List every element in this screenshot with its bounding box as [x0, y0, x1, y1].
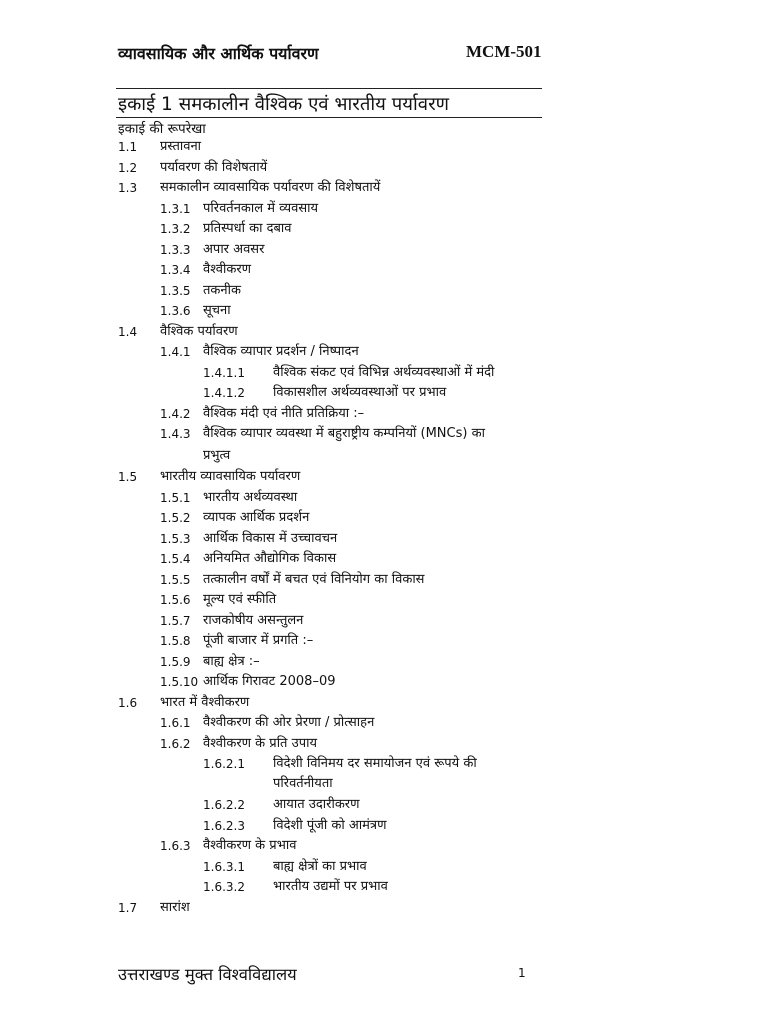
toc-item-text: आयात उदारीकरण	[273, 797, 360, 812]
toc-item-number: 1.5.7	[160, 613, 191, 628]
toc-item-text: विदेशी विनिमय दर समायोजन एवं रूपये की	[273, 756, 477, 771]
toc-item-text: विकासशील अर्थव्यवस्थाओं पर प्रभाव	[273, 385, 447, 400]
toc-item-number: 1.3.6	[160, 304, 191, 318]
toc-item-number: 1.3.1	[160, 201, 191, 216]
toc-item-text: अनियमित औद्योगिक विकास	[203, 551, 337, 566]
toc-item-text: वैश्विक व्यापार व्यवस्था में बहुराष्ट्रीय कम्पनियों (MNCs) का	[203, 426, 485, 441]
toc-item-number: 1.6.3.1	[203, 859, 245, 874]
toc-item-number: 1.6.2	[160, 736, 191, 751]
toc-item-number: 1.4	[118, 324, 138, 339]
toc-item-continuation: परिवर्तनीयता	[273, 775, 333, 791]
toc-item-number: 1.5.10	[160, 675, 199, 689]
toc-item-number: 1.6.2.1	[203, 757, 245, 771]
toc-item-text: सूचना	[203, 303, 231, 318]
toc-item-text: वैश्विक मंदी एवं नीति प्रतिक्रिया :–	[203, 405, 365, 421]
title-rule-bottom	[116, 117, 542, 118]
toc-item-number: 1.7	[118, 900, 138, 915]
toc-item-text: वैश्वीकरण के प्रति उपाय	[203, 735, 318, 751]
toc-item-number: 1.5.5	[160, 572, 191, 587]
toc-item-number: 1.6.2.3	[203, 818, 245, 833]
toc-item-number: 1.1	[118, 140, 138, 154]
toc-item-number: 1.6	[118, 695, 138, 710]
toc-item-text: भारतीय उद्यमों पर प्रभाव	[273, 879, 388, 894]
toc-item-text: वैश्विक व्यापार प्रदर्शन / निष्पादन	[203, 344, 359, 359]
toc-item-number: 1.5	[118, 470, 138, 484]
toc-item-text: अपार अवसर	[203, 241, 265, 257]
toc-item-text: व्यापक आर्थिक प्रदर्शन	[203, 510, 310, 525]
toc-item-text: वैश्वीकरण	[203, 262, 252, 277]
toc-item-text: भारत में वैश्वीकरण	[160, 694, 250, 710]
toc-item-number: 1.3.4	[160, 263, 191, 277]
toc-item-text: वैश्विक संकट एवं विभिन्न अर्थव्यवस्थाओं में मंदी	[273, 364, 495, 380]
toc-item-text: मूल्य एवं स्फीति	[203, 592, 277, 607]
toc-item-text: बाह्य क्षेत्रों का प्रभाव	[273, 858, 367, 874]
toc-item-number: 1.5.9	[160, 654, 191, 669]
toc-item-number: 1.6.3.2	[203, 880, 245, 894]
toc-item-text: वैश्वीकरण की ओर प्रेरणा / प्रोत्साहन	[203, 715, 375, 730]
toc-item-number: 1.3.3	[160, 242, 191, 257]
toc-item-text: समकालीन व्यावसायिक पर्यावरण की विशेषतायें	[160, 180, 381, 195]
toc-item-number: 1.2	[118, 160, 138, 175]
toc-item-text: प्रतिस्पर्धा का दबाव	[203, 221, 292, 236]
title-rule-top	[116, 88, 542, 89]
toc-item-text: राजकोषीय असन्तुलन	[203, 612, 304, 628]
running-header-title: व्यावसायिक और आर्थिक पर्यावरण	[118, 44, 319, 63]
toc-item-number: 1.6.1	[160, 716, 191, 730]
toc-item-number: 1.5.6	[160, 593, 191, 607]
toc-item-text: परिवर्तनकाल में व्यवसाय	[203, 200, 319, 216]
toc-item-number: 1.5.2	[160, 511, 191, 525]
toc-item-text: भारतीय व्यावसायिक पर्यावरण	[160, 469, 301, 484]
toc-item-text: बाह्य क्षेत्र :–	[203, 653, 260, 669]
course-code: MCM-501	[466, 42, 542, 61]
toc-item-text: सारांश	[160, 899, 190, 915]
toc-item-text: वैश्विक पर्यावरण	[160, 323, 238, 339]
toc-item-number: 1.3	[118, 181, 138, 195]
toc-item-number: 1.3.5	[160, 283, 191, 298]
toc-item-number: 1.3.2	[160, 222, 191, 236]
toc-item-number: 1.4.2	[160, 406, 191, 421]
toc-item-continuation: प्रभुत्व	[203, 447, 231, 463]
outline-label: इकाई की रूपरेखा	[118, 121, 206, 137]
unit-title: इकाई 1 समकालीन वैश्विक एवं भारतीय पर्यावरण	[118, 94, 450, 115]
toc-item-number: 1.5.3	[160, 531, 191, 546]
toc-item-text: भारतीय अर्थव्यवस्था	[203, 489, 298, 505]
toc-item-text: पूंजी बाजार में प्रगति :–	[203, 633, 314, 648]
toc-item-text: तकनीक	[203, 282, 241, 298]
toc-item-number: 1.4.1	[160, 345, 191, 359]
toc-item-number: 1.5.4	[160, 552, 191, 566]
toc-item-number: 1.4.1.1	[203, 365, 245, 380]
toc-item-text: तत्कालीन वर्षों में बचत एवं विनियोग का विकास	[203, 571, 425, 587]
toc-item-number: 1.4.3	[160, 427, 191, 441]
toc-item-text: आर्थिक गिरावट 2008–09	[203, 674, 336, 689]
toc-item-text: आर्थिक विकास में उच्चावचन	[203, 530, 338, 546]
page-number: 1	[518, 966, 526, 980]
toc-item-number: 1.4.1.2	[203, 386, 245, 400]
toc-item-number: 1.6.3	[160, 839, 191, 853]
toc-item-text: वैश्वीकरण के प्रभाव	[203, 838, 297, 853]
toc-item-text: पर्यावरण की विशेषतायें	[160, 159, 268, 175]
toc-item-text: विदेशी पूंजी को आमंत्रण	[273, 817, 387, 833]
footer-university: उत्तराखण्ड मुक्त विश्वविद्यालय	[118, 965, 297, 984]
toc-item-number: 1.5.8	[160, 634, 191, 648]
toc-item-number: 1.5.1	[160, 490, 191, 505]
toc-item-text: प्रस्तावना	[160, 139, 202, 154]
toc-item-number: 1.6.2.2	[203, 798, 245, 812]
